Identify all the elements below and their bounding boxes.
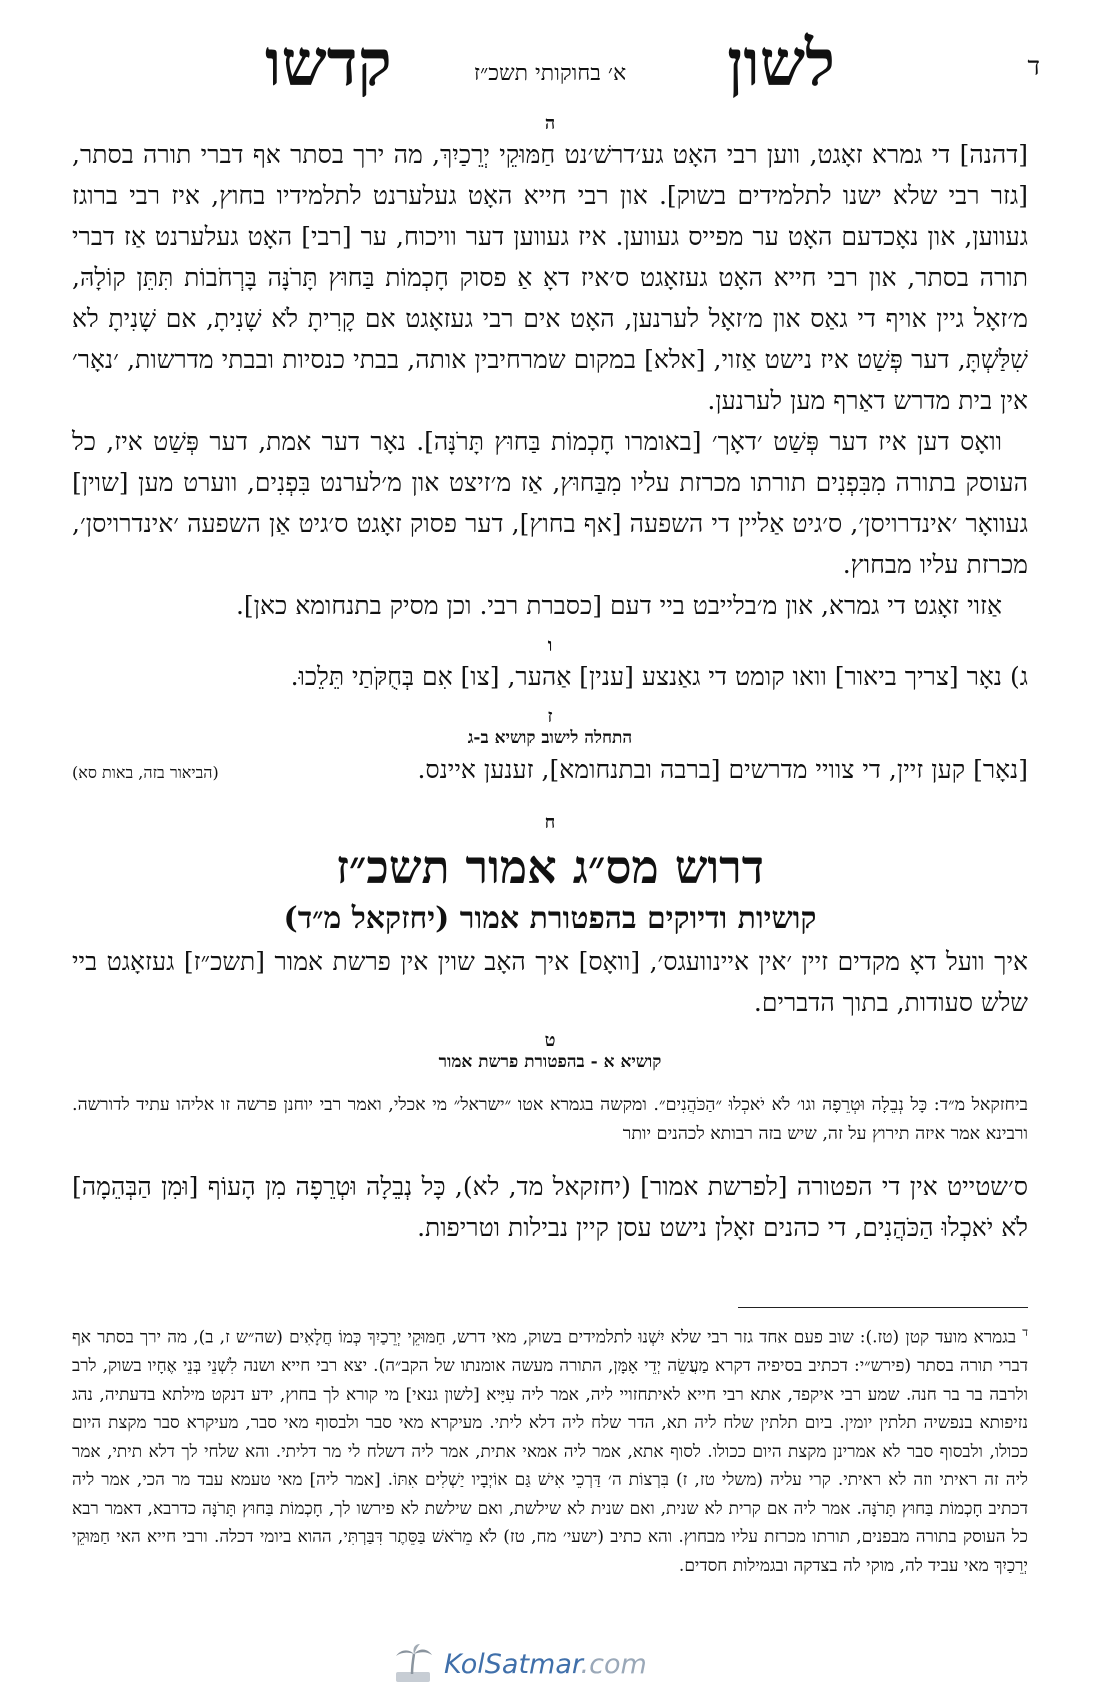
section-heading: התחלה לישוב קושיא ב-ג (467, 728, 633, 748)
main-text (72, 112, 1028, 1248)
paragraph: ג) נאָר [צריך ביאור] וואו קומט די גאַנצע [ענין] אַהער, [צו] אִם בְּחֻקֹּתַי תֵּלֵכוּ. (290, 662, 1028, 691)
cross-reference-note: (הביאור בזה, באות סא) (72, 763, 219, 782)
paragraph: ס׳שטייט אין די הפטורה [לפרשת אמור] (יחזקאל מד, לא), כָּל נְבֵלָה וּטְרֵפָה מִן הָעוֹף [וּמִן הַבְּהֵמָה] לֹא יֹאכְלוּ הַכֹּהֲנִים, די כהנים זאָלן נישט עסן קיין נבילות וטריפות. (72, 1172, 1028, 1242)
paragraph: וואָס דען איז דער פְּשַׁט ׳דאָך׳ [באומרו חָכְמוֹת בַּחוּץ תָּרֹנָּה]. נאָר דער אמת, דער פְּשַׁט איז, כל העוסק בתורה מִבִּפְנִים תורתו מכרזת עליו מִבַּחוּץ, אַז מ׳זיצט און מ׳לערנט בִּפְנִים, ווערט מען [שוין] געוואָר ׳אינדרויסן׳, ס׳גיט אַליין די השפעה [אף בחוץ], דער פסוק זאָגט ס׳גיט אַן השפעה ׳אינדרויסן׳, מכרזת עליו מבחוץ. (72, 427, 1028, 579)
footnote-divider (738, 1307, 1028, 1308)
footnote-text: בגמרא מועד קטן (טז.): שוב פעם אחד גזר רבי שלא יִשְׁנוּ לתלמידים בשוק, מאי דרש, חַמּוּקֵי יְרֵכַיִךְ כְּמוֹ חֲלָאִים (שה״ש ז, ב), מה ירך בסתר אף דברי תורה בסתר (פירש״י: דכתיב בסיפיה דקרא מַעֲשֵׂה יְדֵי אָמָּן, התורה מעשה אומנתו של הקב״ה). יצא רבי חייא ושנה לִשְׁנֵי בְּנֵי אֶחָיו בשוק, לרב ולרבה בר בר חנה. שמע רבי איקפד, אתא רבי חייא לאיתחזויי ליה, אמר ליה עִיָּיא [לשון גנאי] מי קורא לך בחוץ, ידע דנקט מילתא בדעתיה, נהג נזיפותא בנפשיה תלתין יומין. ביום תלתין שלח ליה תא, הדר שלח ליה דלא ליתי. מעיקרא מאי סבר ולבסוף מאי סבר, מעיקרא סבר מקצת היום ככולו, ולבסוף סבר לא אמרינן מקצת היום ככולו. לסוף אתא, אמר ליה אמאי אתית, אמר ליה דשלח לי מר דליתי. והא שלחי לך דלא תיתי, אמר ליה זה ראיתי וזה לא ראיתי. קרי עליה (משלי טז, ז) בִּרְצוֹת ה׳ דַּרְכֵי אִישׁ גַּם אוֹיְבָיו יַשְׁלִים אִתּוֹ. [אמר ליה] מאי טעמא עבד מר הכי, אמר ליה דכתיב חָכְמוֹת בַּחוּץ תָּרֹנָּה. אמר ליה אם קרית לא שנית, ואם שנית לא שילשת, ואם שילשת לא פירשו לך, חָכְמוֹת בַּחוּץ תָּרֹנָּה כדרבא, דאמר רבא כל העוסק בתורה מבפנים, תורתו מכרזת עליו מבחוץ. והא כתיב (ישעי׳ מח, טז) לֹא מֵרֹאשׁ בַּסֵּתֶר דִּבַּרְתִּי, ההוא ביומי דכלה. ורבי חייא האי חַמּוּקֵי יְרֵכַיִךְ מאי עביד לה, מוקי לה בצדקה ובגמילות חסדים. (72, 1327, 1028, 1576)
paragraph: אַזוי זאָגט די גמרא, און מ׳בלייבט ביי דעם [כסברת רבי. וכן מסיק בתנחומא כאן]. (235, 591, 1002, 620)
paragraph: איך וועל דאָ מקדים זיין ׳אין איינוועגס׳, [וואָס] איך האָב שוין אין פרשת אמור [תשכ״ז] געזאָגט ביי שלש סעודות, בתוך הדברים. (72, 947, 1028, 1017)
page-header (60, 26, 1040, 110)
section-heading: קושיא א - בהפטורת פרשת אמור (438, 1052, 662, 1072)
section-letter: ו (547, 635, 553, 656)
section-letter: ח (544, 812, 556, 833)
section-letter: ה (544, 113, 556, 134)
paragraph: [נאָר] קען זיין, די צוויי מדרשים [ברבה ובתנחומא], זענען איינס. (417, 755, 1028, 784)
running-title-left: קדשו (265, 26, 392, 101)
section-letter: ט (544, 1030, 556, 1051)
watermark-text (444, 1649, 647, 1680)
paragraph: [דהנה] די גמרא זאָגט, ווען רבי האָט גע׳דרשׁ׳נט חַמּוּקֵי יְרֵכַיִךְ, מה ירך בסתר אף דברי תורה בסתר, [גזר רבי שלא ישנו לתלמידים בשוק]. און רבי חייא האָט געלערנט לתלמידיו בחוץ, איז רבי ברוגז געווען, און נאָכדעם האָט ער מפייס געווען. איז געווען דער וויכוח, ער [רבי] האָט געלערנט אַז דברי תורה בסתר, און רבי חייא האָט געזאָגט ס׳איז דאָ אַ פסוק חָכְמוֹת בַּחוּץ תָּרֹנָּה בָּרְחֹבוֹת תִּתֵּן קוֹלָהּ, מ׳זאָל גיין אויף די גאַס און מ׳זאָל לערנען, האָט אים רבי געזאָגט אם קָרִיתָ לֹא שָׁנִיתָ, אם שָׁנִיתָ לא שִׁלַּשְׁתָּ, דער פְּשַׁט איז נישט אַזוי, [אלא] במקום שמרחיבין אותה, בבתי כנסיות ובבתי מדרשות, ׳נאָר׳ אין בית מדרש דאַרף מען לערנען. (72, 140, 1028, 415)
palm-tree-logo-icon (390, 1642, 436, 1686)
watermark-brand: KolSatmar (444, 1648, 581, 1680)
paragraph-row (72, 749, 1028, 793)
running-title-right: לשון (727, 26, 835, 101)
drush-subtitle: קושיות ודיוקים בהפטורת אמור (יחזקאל מ״ד) (283, 901, 817, 936)
watermark-domain: .com (580, 1648, 647, 1680)
running-subtitle: א׳ בחוקותי תשכ״ז (473, 61, 627, 86)
watermark-logo[interactable] (390, 1642, 720, 1686)
page-number: ד (1027, 52, 1040, 82)
footnote-marker: ד (1022, 1325, 1028, 1339)
drush-title: דרוש מס״ג אמור תשכ״ז (336, 840, 764, 894)
footnote (72, 1318, 1028, 1580)
section-letter: ז (547, 706, 553, 727)
source-citation: ביחזקאל מ״ד: כָּל נְבֵלָה וּטְרֵפָה וגו׳ לֹא יֹאכְלוּ ״הַכֹּהֲנִים״. ומקשה בגמרא אטו ״ישראל״ מי אכלי, ואמר רבי יוחנן פרשה זו אליהו עתיד לדורשה. ורבינא אמר איזה תירוץ על זה, שיש בזה רבותא לכהנים יותר (72, 1094, 1028, 1144)
